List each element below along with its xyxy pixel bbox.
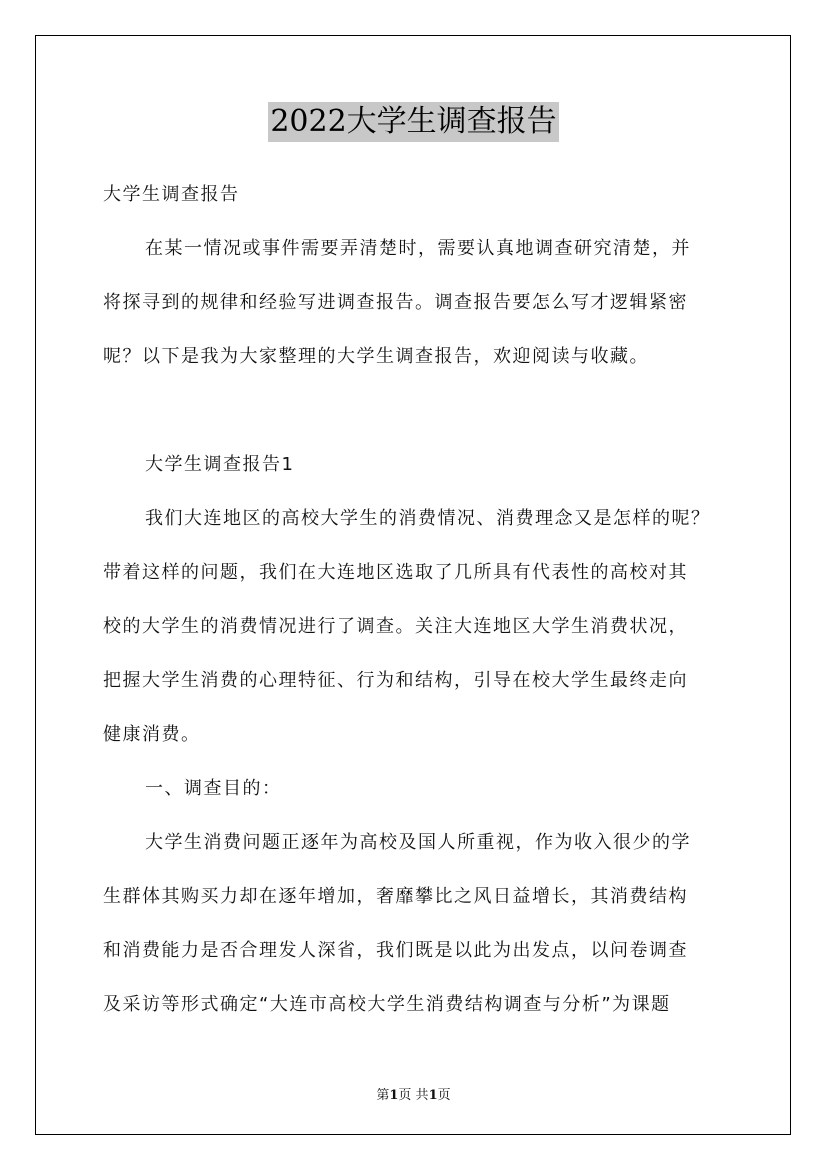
paragraph-line: 我们大连地区的高校大学生的消费情况、消费理念又是怎样的呢？ bbox=[145, 508, 711, 529]
section-heading: 一、调查目的： bbox=[145, 778, 282, 799]
paragraph-line: 把握大学生消费的心理特征、行为和结构，引导在校大学生最终走向 bbox=[103, 670, 688, 691]
paragraph-line: 校的大学生的消费情况进行了调查。关注大连地区大学生消费状况， bbox=[103, 616, 688, 637]
footer-suffix: 页 bbox=[437, 1088, 451, 1103]
title-wrap bbox=[0, 102, 827, 142]
paragraph-line: 带着这样的问题，我们在大连地区选取了几所具有代表性的高校对其 bbox=[103, 562, 688, 583]
section-heading: 大学生调查报告1 bbox=[145, 454, 295, 475]
paragraph-line: 及采访等形式确定“大连市高校大学生消费结构调查与分析”为课题 bbox=[103, 994, 671, 1015]
paragraph-line: 健康消费。 bbox=[103, 724, 201, 745]
paragraph-line: 和消费能力是否合理发人深省，我们既是以此为出发点，以问卷调查 bbox=[103, 940, 688, 961]
page-footer bbox=[0, 1084, 827, 1103]
paragraph-line: 在某一情况或事件需要弄清楚时，需要认真地调查研究清楚，并 bbox=[145, 238, 691, 259]
footer-current-page: 1 bbox=[389, 1088, 399, 1103]
footer-mid: 页 共 bbox=[398, 1088, 429, 1103]
paragraph-line: 生群体其购买力却在逐年增加，奢靡攀比之风日益增长，其消费结构 bbox=[103, 886, 688, 907]
paragraph-line: 呢？以下是我为大家整理的大学生调查报告，欢迎阅读与收藏。 bbox=[103, 346, 649, 367]
footer-total-pages: 1 bbox=[428, 1088, 438, 1103]
footer-prefix: 第 bbox=[376, 1088, 390, 1103]
paragraph-line: 大学生消费问题正逐年为高校及国人所重视，作为收入很少的学 bbox=[145, 832, 691, 853]
paragraph-line: 将探寻到的规律和经验写进调查报告。调查报告要怎么写才逻辑紧密 bbox=[103, 292, 688, 313]
document-title: 2022大学生调查报告 bbox=[268, 102, 558, 142]
document-subtitle: 大学生调查报告 bbox=[103, 184, 240, 205]
